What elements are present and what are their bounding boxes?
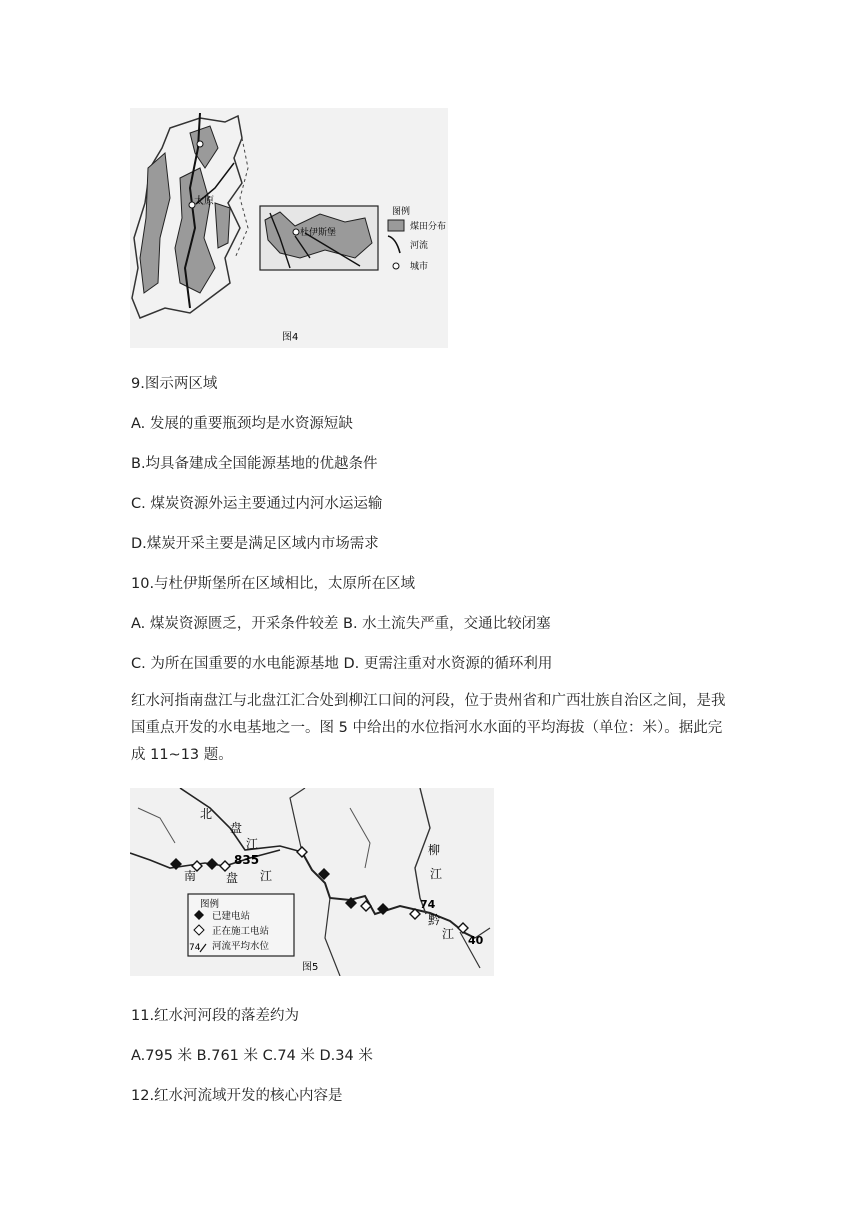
level-835: 835 <box>234 853 260 867</box>
q10-stem: 10.与杜伊斯堡所在区域相比，太原所在区域 <box>131 576 416 592</box>
label-liu: 柳 <box>428 843 441 857</box>
q9-option-b[interactable]: B.均具备建成全国能源基地的优越条件 <box>131 456 378 472</box>
inset-city-marker <box>293 229 299 235</box>
label-jiang4: 江 <box>442 927 455 941</box>
q9-option-c[interactable]: C. 煤炭资源外运主要通过内河水运运输 <box>131 496 383 512</box>
label-pan: 盘 <box>230 821 243 835</box>
label-qian: 黔 <box>428 913 441 927</box>
city-taiyuan-label: 太原 <box>194 196 214 207</box>
q11-options[interactable]: A.795 米 B.761 米 C.74 米 D.34 米 <box>131 1048 373 1064</box>
q12-stem: 12.红水河流域开发的核心内容是 <box>131 1088 343 1104</box>
figure-4-map <box>130 108 448 348</box>
figure-4 <box>130 108 448 348</box>
figure-5-legend <box>188 894 294 956</box>
q11-stem: 11.红水河河段的落差约为 <box>131 1008 300 1024</box>
coal-field <box>215 203 230 248</box>
intro-paragraph: 红水河指南盘江与北盘江汇合处到柳江口间的河段，位于贵州省和广西壮族自治区之间，是我国重点开发的水电基地之一。图 5 中给出的水位指河水水面的平均海拔（单位：米）。据此完成 11~13 题。 <box>131 693 726 763</box>
legend-river-label: 河流 <box>410 241 429 251</box>
figure-5-map <box>130 788 494 976</box>
figure-4-caption: 图4 <box>282 332 299 343</box>
q9-option-a[interactable]: A. 发展的重要瓶颈均是水资源短缺 <box>131 416 353 432</box>
city-marker <box>197 141 203 147</box>
legend-building-label: 正在施工电站 <box>212 926 270 937</box>
q9-option-d[interactable]: D.煤炭开采主要是满足区域内市场需求 <box>131 536 379 552</box>
q10-options-cd[interactable]: C. 为所在国重要的水电能源基地 D. 更需注重对水资源的循环利用 <box>131 656 553 672</box>
legend-coal-label: 煤田分布 <box>410 222 447 232</box>
legend-city-label: 城市 <box>410 262 429 272</box>
label-jiang3: 江 <box>430 867 443 881</box>
legend-level-label: 河流平均水位 <box>212 941 270 952</box>
q10-options-ab[interactable]: A. 煤炭资源匮乏，开采条件较差 B. 水土流失严重，交通比较闭塞 <box>131 616 551 632</box>
level-40: 40 <box>468 934 484 947</box>
label-pan2: 盘 <box>226 871 239 885</box>
label-jiang: 江 <box>246 837 259 851</box>
figure-5-caption: 图5 <box>302 962 319 973</box>
legend-coal-swatch <box>388 220 404 231</box>
level-74: 74 <box>420 898 436 911</box>
legend-built-label: 已建电站 <box>212 911 251 922</box>
legend-title: 图例 <box>200 899 220 910</box>
legend-level-sample: 74 <box>189 943 201 953</box>
q9-stem: 9.图示两区域 <box>131 376 218 392</box>
legend-title: 图例 <box>392 207 411 217</box>
label-bei: 北 <box>200 807 213 821</box>
label-nan: 南 <box>184 869 197 883</box>
label-jiang2: 江 <box>260 869 273 883</box>
city-duisburg-label: 杜伊斯堡 <box>300 228 337 238</box>
figure-5 <box>130 788 494 976</box>
legend-city-swatch <box>393 263 399 269</box>
